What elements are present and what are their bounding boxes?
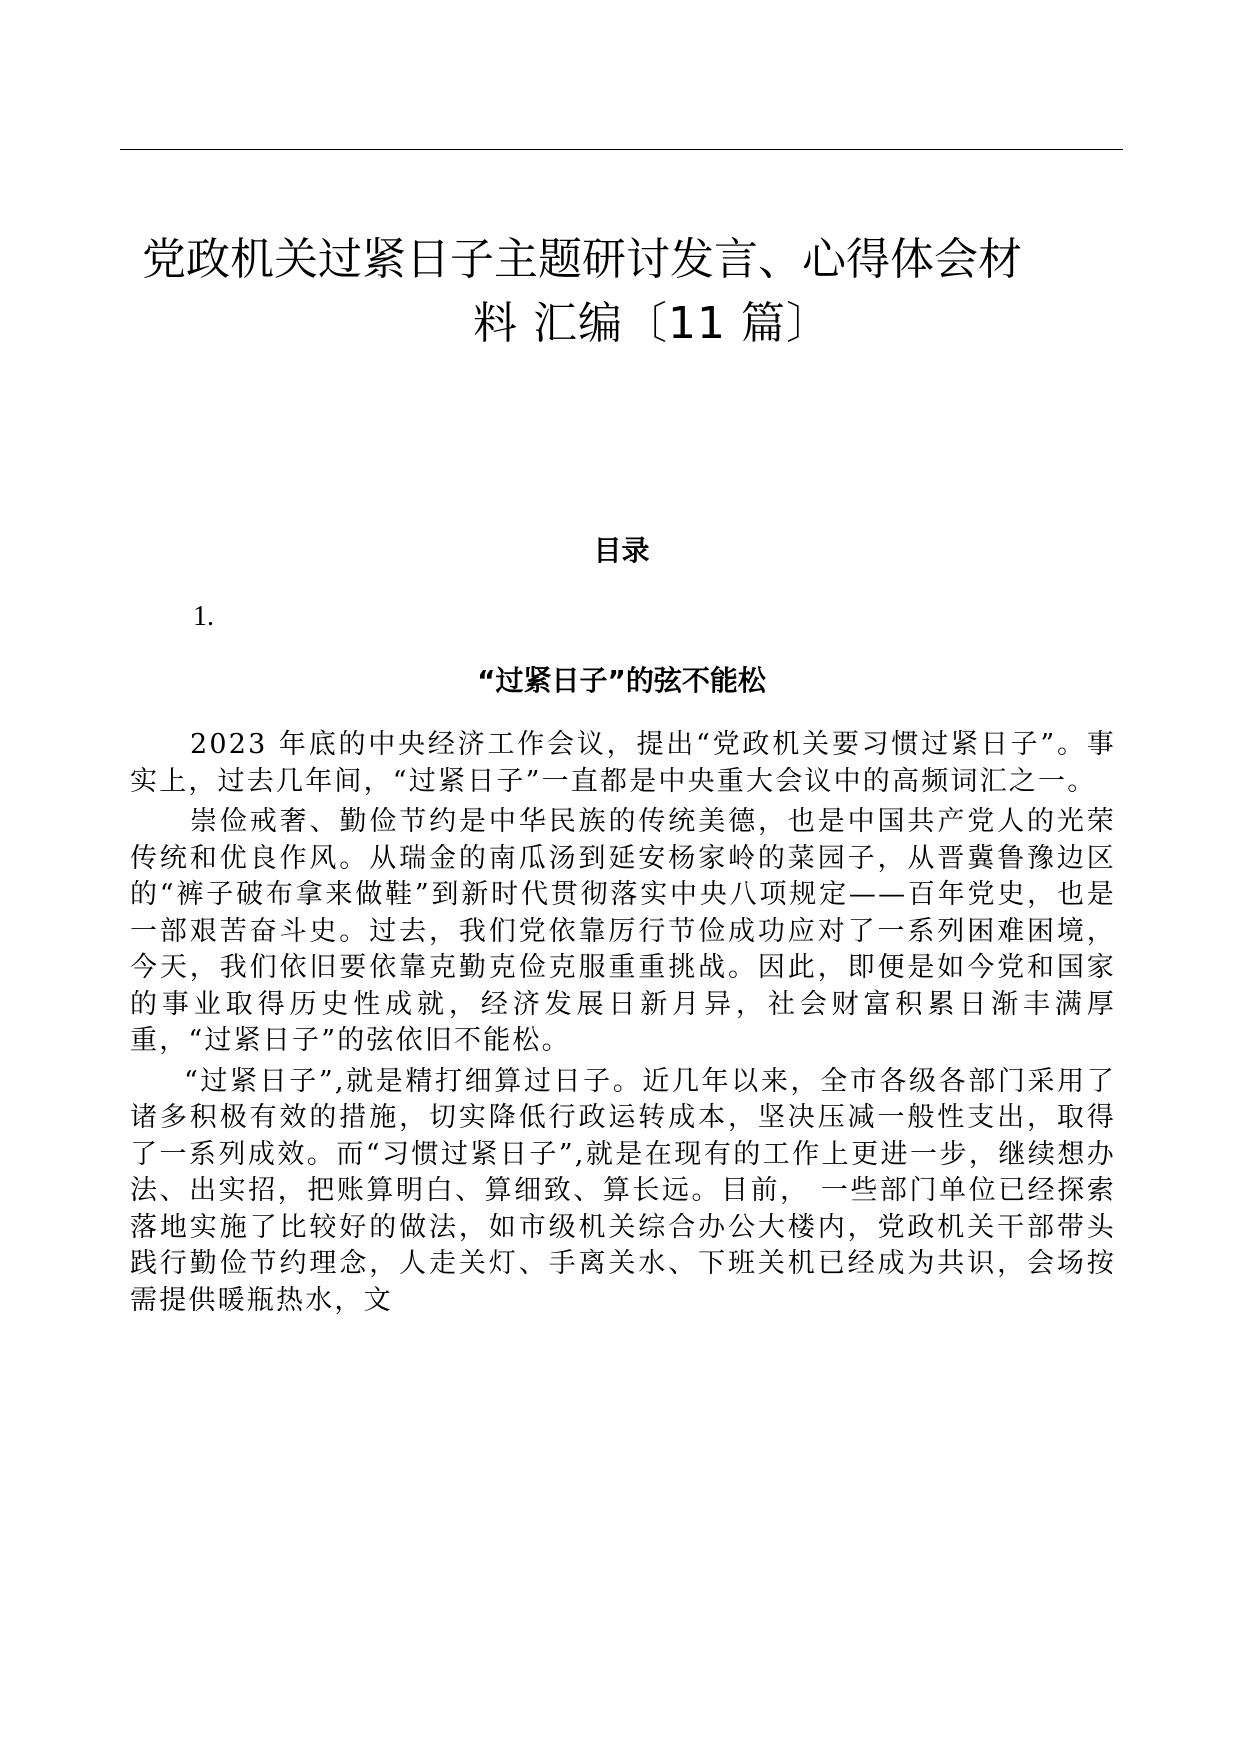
header-rule: [120, 149, 1123, 150]
document-title-line-1: 党政机关过紧日子主题研讨发言、心得体会材: [142, 234, 1022, 285]
paragraph: 2023 年底的中央经济工作会议，提出“党政机关要习惯过紧日子”。事实上，过去几年间，“过紧日子”一直都是中央重大会议中的高频词汇之一。: [130, 729, 1116, 797]
document-title-line-2: 料 汇编〔11 篇〕: [473, 298, 831, 349]
paragraph: 崇俭戒奢、勤俭节约是中华民族的传统美德，也是中国共产党人的光荣传统和优良作风。从瑞金的南瓜汤到延安杨家岭的菜园子，从晋冀鲁豫边区的“裤子破布拿来做鞋”到新时代贯彻落实中央八项规定——百年党史，也是一部艰苦奋斗史。过去，我们党依靠厉行节俭成功应对了一系列困难困境，今天，我们依旧要依靠克勤克俭克服重重挑战。因此，即便是如今党和国家的事业取得历史性成就，经济发展日新月异，社会财富积累日渐丰满厚重，“过紧日子”的弦依旧不能松。: [130, 806, 1116, 1056]
toc-heading: 目录: [593, 534, 650, 567]
paragraph: “过紧日子”,就是精打细算过日子。近几年以来，全市各级各部门采用了诸多积极有效的措施，切实降低行政运转成本，坚决压减一般性支出，取得了一系列成效。而“习惯过紧日子”,就是在现有的工作上更进一步，继续想办法、出实招，把账算明白、算细致、算长远。目前， 一些部门单位已经探索落地实施了比较好的做法，如市级机关综合办公大楼内，党政机关干部带头践行勤俭节约理念，人走关灯、手离关水、下班关机已经成为共识，会场按需提供暖瓶热水，文: [130, 1065, 1116, 1316]
body-text: [130, 727, 1116, 1323]
document-title: [120, 228, 1123, 356]
section-title: “过紧日子”的弦不能松: [477, 664, 766, 697]
toc-item-number: 1.: [193, 601, 214, 632]
